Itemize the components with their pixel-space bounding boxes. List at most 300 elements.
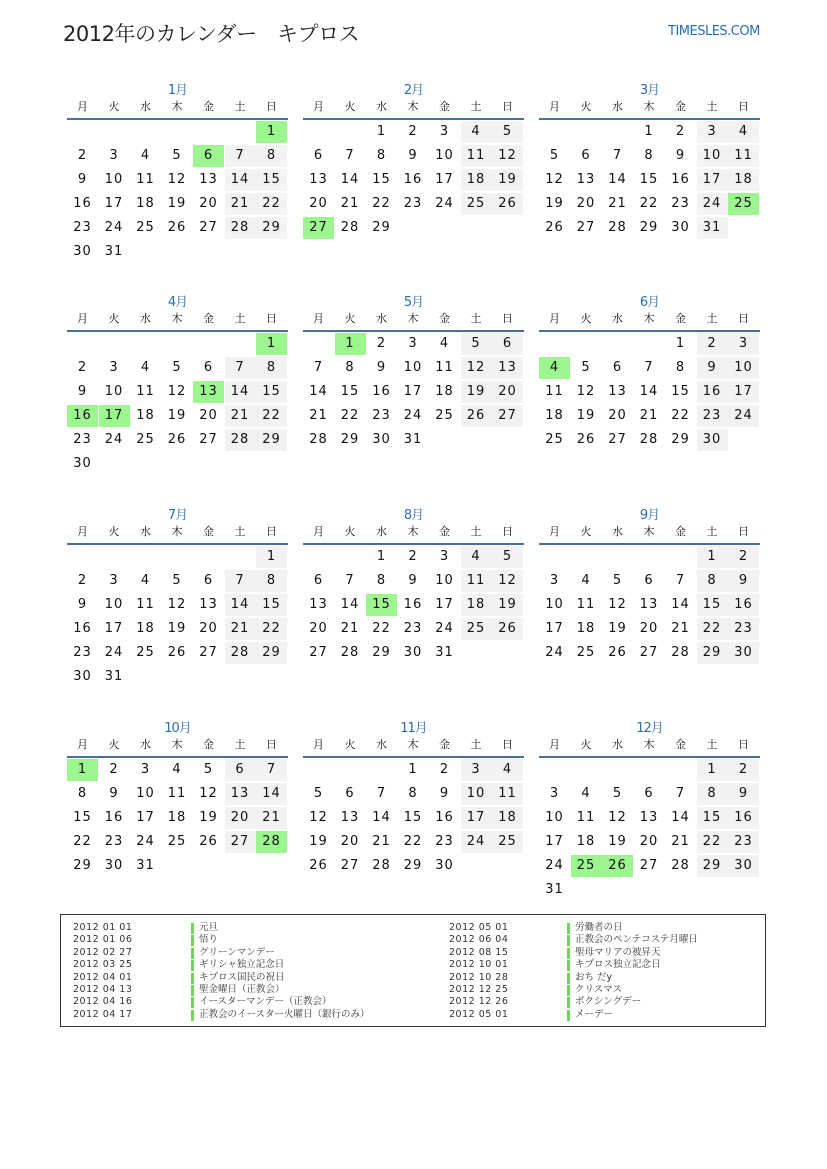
day-grid	[303, 121, 524, 265]
weekday-label: 水	[612, 312, 623, 325]
day-cell: 20	[639, 621, 659, 636]
weekday-label: 水	[376, 525, 387, 538]
day-cell: 17	[403, 384, 423, 399]
weekday-label: 日	[502, 100, 513, 113]
day-cell: 26	[545, 220, 564, 235]
day-cell: 1	[256, 546, 287, 568]
day-cell: 28	[225, 217, 256, 239]
month-rule	[67, 118, 288, 120]
day-cell: 23	[435, 834, 454, 849]
day-cell: 25	[136, 645, 155, 660]
day-grid	[539, 546, 760, 690]
day-cell: 18	[167, 810, 187, 825]
day-cell: 15	[256, 169, 287, 191]
day-cell: 3	[140, 762, 151, 777]
day-cell: 31	[403, 432, 423, 447]
day-cell: 3	[461, 759, 492, 781]
weekday-header	[539, 309, 760, 329]
day-cell: 22	[671, 408, 690, 423]
weekday-label: 土	[234, 312, 246, 325]
day-cell: 24	[545, 645, 564, 660]
day-cell: 6	[644, 573, 654, 588]
day-cell: 20	[639, 834, 659, 849]
day-cell: 8	[697, 570, 728, 592]
day-cell: 16	[403, 597, 423, 612]
day-cell: 8	[345, 360, 355, 375]
day-cell: 17	[728, 381, 759, 403]
day-cell: 5	[492, 121, 523, 143]
weekday-label: 火	[344, 525, 356, 538]
day-cell: 6	[612, 360, 623, 375]
day-cell: 27	[340, 858, 360, 873]
day-cell: 22	[256, 618, 287, 640]
weekday-label: 月	[549, 525, 560, 538]
day-cell: 16	[697, 381, 728, 403]
weekday-label: 木	[171, 312, 183, 325]
holiday-date: 2012 01 01	[73, 922, 133, 933]
weekday-label: 金	[675, 738, 686, 751]
day-cell: 10	[461, 783, 492, 805]
holiday-marker-icon	[191, 948, 194, 959]
day-cell: 10	[545, 597, 564, 612]
holiday-marker-icon	[567, 997, 570, 1008]
day-cell: 11	[728, 145, 759, 167]
day-cell: 25	[435, 408, 454, 423]
weekday-label: 水	[140, 525, 151, 538]
day-cell: 14	[225, 169, 256, 191]
day-cell: 13	[639, 597, 659, 612]
day-cell: 25	[136, 220, 155, 235]
holiday-day-cell: 16	[67, 405, 98, 427]
holiday-date: 2012 12 26	[449, 996, 509, 1008]
day-cell: 31	[136, 858, 155, 873]
day-cell: 18	[576, 834, 596, 849]
day-cell: 25	[167, 834, 187, 849]
holiday-entry	[73, 984, 393, 996]
day-cell: 25	[461, 618, 492, 640]
holiday-name: 正教会のペンテコステ月曜日	[575, 934, 698, 946]
weekday-label: 月	[313, 100, 324, 113]
day-cell: 8	[256, 357, 287, 379]
day-cell: 28	[671, 645, 690, 660]
month-rule	[303, 543, 524, 545]
day-cell: 14	[309, 384, 328, 399]
day-cell: 22	[697, 618, 728, 640]
day-cell: 1	[697, 546, 728, 568]
holiday-entry	[73, 947, 393, 959]
day-cell: 6	[581, 148, 591, 163]
weekday-label: 木	[643, 525, 655, 538]
holiday-date: 2012 04 01	[73, 971, 133, 983]
day-cell: 27	[199, 645, 218, 660]
day-cell: 3	[697, 121, 728, 143]
day-cell: 20	[576, 196, 596, 211]
day-grid	[303, 333, 524, 477]
day-cell: 7	[225, 357, 256, 379]
day-cell: 24	[104, 220, 124, 235]
day-cell: 2	[675, 124, 686, 139]
day-cell: 12	[492, 145, 523, 167]
holiday-date: 2012 10 01	[449, 959, 509, 971]
day-cell: 17	[435, 597, 454, 612]
day-cell: 1	[697, 759, 728, 781]
day-cell: 10	[104, 597, 124, 612]
day-cell: 27	[576, 220, 596, 235]
day-cell: 10	[403, 360, 423, 375]
weekday-label: 土	[470, 312, 482, 325]
holiday-name: キプロス独立記念日	[575, 959, 661, 971]
day-cell: 6	[203, 573, 214, 588]
day-cell: 8	[376, 573, 387, 588]
day-cell: 2	[439, 762, 450, 777]
holiday-marker-icon	[191, 960, 194, 971]
weekday-label: 木	[171, 525, 183, 538]
holiday-entry	[449, 922, 769, 934]
day-cell: 7	[376, 786, 387, 801]
weekday-label: 木	[643, 738, 655, 751]
day-cell: 26	[608, 645, 627, 660]
weekday-label: 月	[313, 525, 324, 538]
month-rule	[303, 118, 524, 120]
day-cell: 22	[256, 405, 287, 427]
holiday-marker-icon	[567, 985, 570, 996]
day-cell: 17	[697, 169, 728, 191]
day-cell: 21	[225, 405, 256, 427]
month-title: 6月	[639, 295, 660, 310]
day-cell: 20	[340, 834, 360, 849]
day-cell: 28	[340, 645, 360, 660]
day-cell: 3	[728, 333, 759, 355]
day-cell: 29	[639, 220, 659, 235]
day-grid	[303, 759, 524, 903]
day-cell: 28	[225, 642, 256, 664]
holiday-marker-icon	[567, 960, 570, 971]
day-cell: 16	[73, 196, 92, 211]
holiday-entry	[449, 1009, 769, 1021]
holiday-day-cell: 27	[303, 217, 334, 239]
holiday-entry	[73, 996, 393, 1008]
day-cell: 16	[104, 810, 124, 825]
day-cell: 11	[492, 783, 523, 805]
day-cell: 27	[639, 858, 659, 873]
day-cell: 24	[545, 858, 564, 873]
day-cell: 4	[140, 360, 151, 375]
day-cell: 3	[439, 124, 450, 139]
day-cell: 7	[225, 145, 256, 167]
day-cell: 9	[697, 357, 728, 379]
day-cell: 4	[172, 762, 182, 777]
day-cell: 11	[545, 384, 564, 399]
weekday-label: 月	[77, 738, 88, 751]
day-cell: 7	[644, 360, 654, 375]
weekday-header	[539, 522, 760, 542]
holiday-legend	[60, 914, 766, 1027]
weekday-label: 土	[234, 525, 246, 538]
day-grid	[67, 121, 288, 265]
weekday-label: 土	[234, 738, 246, 751]
day-cell: 23	[671, 196, 690, 211]
weekday-label: 月	[549, 312, 560, 325]
day-cell: 24	[728, 405, 759, 427]
day-cell: 26	[309, 858, 328, 873]
day-cell: 10	[697, 145, 728, 167]
day-cell: 4	[461, 546, 492, 568]
day-cell: 26	[167, 220, 187, 235]
day-cell: 10	[104, 172, 124, 187]
weekday-label: 火	[580, 525, 592, 538]
day-cell: 13	[639, 810, 659, 825]
day-cell: 13	[225, 783, 256, 805]
day-cell: 22	[340, 408, 360, 423]
weekday-label: 日	[502, 738, 513, 751]
holiday-date: 2012 01 06	[73, 934, 133, 946]
weekday-label: 金	[439, 738, 450, 751]
weekday-label: 金	[439, 312, 450, 325]
day-cell: 6	[492, 333, 523, 355]
day-cell: 6	[203, 360, 214, 375]
holiday-entry	[73, 1009, 393, 1021]
weekday-label: 月	[549, 738, 560, 751]
day-cell: 27	[608, 432, 627, 447]
day-cell: 12	[199, 786, 218, 801]
day-cell: 12	[608, 597, 627, 612]
day-cell: 20	[309, 196, 328, 211]
day-cell: 15	[372, 172, 391, 187]
day-cell: 23	[697, 405, 728, 427]
day-cell: 24	[461, 831, 492, 853]
day-cell: 18	[545, 408, 564, 423]
day-cell: 15	[73, 810, 92, 825]
day-cell: 9	[376, 360, 387, 375]
day-cell: 9	[439, 786, 450, 801]
day-cell: 1	[376, 549, 387, 564]
day-cell: 29	[697, 642, 728, 664]
holiday-entry	[449, 959, 769, 971]
day-cell: 5	[492, 546, 523, 568]
day-cell: 7	[345, 148, 355, 163]
holiday-entry	[449, 996, 769, 1008]
day-cell: 20	[225, 807, 256, 829]
day-cell: 27	[639, 645, 659, 660]
day-cell: 18	[728, 169, 759, 191]
day-cell: 21	[256, 807, 287, 829]
day-cell: 16	[435, 810, 454, 825]
day-cell: 15	[639, 172, 659, 187]
day-cell: 26	[492, 618, 523, 640]
holiday-entry	[73, 934, 393, 946]
holiday-name: イースターマンデー（正教会）	[199, 996, 332, 1008]
day-cell: 4	[728, 121, 759, 143]
day-cell: 18	[136, 196, 155, 211]
holiday-entry	[73, 972, 393, 984]
weekday-label: 火	[108, 100, 120, 113]
day-cell: 26	[167, 645, 187, 660]
day-cell: 14	[608, 172, 627, 187]
day-cell: 14	[340, 172, 360, 187]
day-cell: 11	[576, 597, 596, 612]
day-cell: 9	[728, 570, 759, 592]
day-cell: 2	[728, 546, 759, 568]
day-cell: 17	[435, 172, 454, 187]
day-cell: 9	[408, 573, 418, 588]
month-title: 1月	[167, 83, 188, 98]
holiday-name: グリーンマンデー	[199, 946, 275, 958]
page-title: 2012年のカレンダー キプロス	[63, 22, 360, 46]
day-cell: 24	[435, 621, 454, 636]
holiday-marker-icon	[191, 935, 194, 946]
month-title: 11月	[400, 721, 427, 736]
day-cell: 11	[136, 384, 155, 399]
day-cell: 24	[435, 196, 454, 211]
weekday-label: 水	[376, 312, 387, 325]
day-cell: 30	[372, 432, 391, 447]
day-cell: 18	[136, 408, 155, 423]
day-cell: 10	[545, 810, 564, 825]
day-cell: 5	[203, 762, 214, 777]
day-cell: 13	[309, 172, 328, 187]
holiday-day-cell: 1	[335, 333, 366, 355]
day-cell: 7	[675, 573, 686, 588]
day-cell: 24	[403, 408, 423, 423]
holiday-day-cell: 1	[67, 759, 98, 781]
weekday-label: 土	[706, 738, 718, 751]
day-grid	[539, 121, 760, 265]
day-cell: 19	[309, 834, 328, 849]
holiday-entry	[73, 959, 393, 971]
day-cell: 6	[225, 759, 256, 781]
brand-logo[interactable]: TIMESLES.COM	[668, 24, 760, 39]
day-cell: 20	[492, 381, 523, 403]
day-grid	[303, 546, 524, 690]
month-title: 2月	[403, 83, 424, 98]
holiday-name: 労働者の日	[575, 922, 623, 933]
day-cell: 19	[461, 381, 492, 403]
day-cell: 31	[104, 669, 124, 684]
day-cell: 31	[435, 645, 454, 660]
day-cell: 15	[697, 807, 728, 829]
holiday-entry	[449, 947, 769, 959]
day-cell: 15	[403, 810, 423, 825]
day-cell: 15	[671, 384, 690, 399]
day-cell: 22	[256, 193, 287, 215]
day-cell: 10	[136, 786, 155, 801]
day-grid	[539, 759, 760, 903]
day-cell: 14	[671, 810, 690, 825]
weekday-label: 木	[171, 738, 183, 751]
day-cell: 25	[461, 193, 492, 215]
day-cell: 30	[697, 429, 728, 451]
weekday-header	[67, 309, 288, 329]
day-cell: 5	[172, 360, 182, 375]
day-cell: 14	[372, 810, 391, 825]
day-grid	[67, 333, 288, 477]
day-cell: 12	[167, 597, 187, 612]
weekday-label: 土	[470, 525, 482, 538]
day-cell: 27	[492, 405, 523, 427]
month-title: 3月	[639, 83, 660, 98]
day-cell: 22	[372, 621, 391, 636]
day-cell: 21	[671, 621, 690, 636]
day-cell: 6	[313, 573, 324, 588]
day-cell: 9	[408, 148, 418, 163]
day-cell: 21	[372, 834, 391, 849]
holiday-name: 元旦	[199, 922, 219, 933]
day-cell: 30	[728, 642, 759, 664]
holiday-name: 正教会のイースター火曜日（銀行のみ）	[199, 1008, 370, 1020]
weekday-label: 木	[407, 100, 419, 113]
weekday-label: 木	[407, 525, 419, 538]
month-rule	[67, 543, 288, 545]
day-cell: 24	[104, 645, 124, 660]
day-cell: 27	[199, 220, 218, 235]
day-cell: 3	[549, 786, 560, 801]
day-cell: 15	[256, 594, 287, 616]
day-cell: 23	[73, 645, 92, 660]
weekday-label: 火	[344, 100, 356, 113]
weekday-label: 土	[470, 738, 482, 751]
day-cell: 17	[104, 621, 124, 636]
weekday-header	[67, 97, 288, 117]
day-cell: 21	[225, 193, 256, 215]
day-cell: 19	[608, 834, 627, 849]
day-cell: 19	[492, 169, 523, 191]
weekday-label: 日	[738, 312, 749, 325]
day-cell: 19	[167, 408, 187, 423]
holiday-marker-icon	[191, 1010, 194, 1021]
day-cell: 28	[372, 858, 391, 873]
day-cell: 1	[408, 762, 418, 777]
holiday-entry	[449, 984, 769, 996]
weekday-label: 金	[675, 100, 686, 113]
day-cell: 8	[256, 570, 287, 592]
day-cell: 16	[728, 594, 759, 616]
day-cell: 6	[313, 148, 324, 163]
day-cell: 6	[644, 786, 654, 801]
holiday-date: 2012 04 13	[73, 984, 133, 995]
day-cell: 29	[256, 217, 287, 239]
day-cell: 18	[461, 594, 492, 616]
holiday-day-cell: 25	[728, 193, 759, 215]
month-title: 10月	[164, 721, 191, 736]
month-title: 7月	[167, 508, 188, 523]
day-cell: 8	[256, 145, 287, 167]
day-cell: 9	[77, 172, 88, 187]
day-cell: 14	[256, 783, 287, 805]
holiday-day-cell: 15	[366, 594, 397, 616]
day-cell: 18	[435, 384, 454, 399]
day-cell: 13	[309, 597, 328, 612]
weekday-header	[303, 97, 524, 117]
holiday-date: 2012 04 16	[73, 996, 133, 1008]
weekday-label: 火	[108, 312, 120, 325]
weekday-label: 土	[706, 525, 718, 538]
day-cell: 29	[340, 432, 360, 447]
day-cell: 2	[77, 360, 88, 375]
day-cell: 26	[492, 193, 523, 215]
weekday-label: 火	[108, 525, 120, 538]
day-cell: 3	[439, 549, 450, 564]
weekday-label: 日	[738, 525, 749, 538]
holiday-day-cell: 25	[571, 855, 602, 877]
day-cell: 8	[376, 148, 387, 163]
day-cell: 3	[109, 360, 119, 375]
day-cell: 5	[549, 148, 560, 163]
day-cell: 15	[256, 381, 287, 403]
day-cell: 21	[340, 621, 360, 636]
holiday-entry	[449, 972, 769, 984]
day-cell: 4	[140, 573, 151, 588]
month-title: 9月	[639, 508, 660, 523]
